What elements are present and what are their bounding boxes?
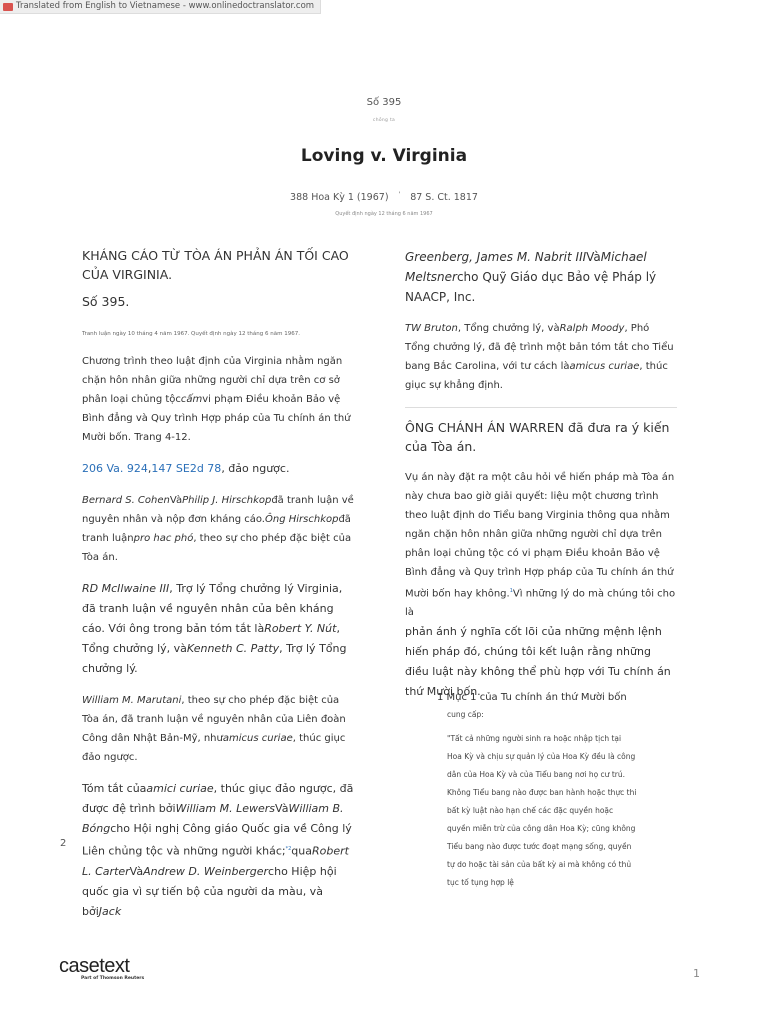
footnote-1 (437, 690, 637, 892)
citation-link-va[interactable]: 206 Va. 924 (82, 462, 148, 475)
banner-text: Translated from English to Vietnamese - www.onlinedoctranslator.com (16, 1, 315, 11)
right-column (405, 246, 677, 702)
translator-icon (3, 3, 13, 11)
syllabus-summary: Chương trình theo luật định của Virginia nhằm ngăn chặn hôn nhân giữa những người chỉ dựa trên cơ sở phân loại chủng tộccấmvi phạm Điều khoản Bảo vệ Bình đẳng và Quy trình Hợp pháp của Tu chính án thứ Mười bốn. Trang 4-12. (82, 356, 351, 443)
court-tag: chồng ta (372, 118, 396, 123)
citations (0, 191, 768, 203)
footnote-marker[interactable]: 1 (509, 588, 513, 594)
docket-number: Số 395. (82, 294, 130, 309)
margin-page-number: 2 (60, 838, 67, 849)
case-title: Loving v. Virginia (300, 146, 468, 166)
counsel-paragraph-jacl: William M. Marutani, theo sự cho phép đặc biệt của Tòa án, đã tranh luận về nguyên nhân của Liên đoàn Công dân Nhật Bản-Mỹ, nhưamicus curiae, thúc giục đảo ngược. (82, 695, 346, 763)
logo-subtext: Part of Thomson Reuters (81, 976, 145, 981)
counsel-paragraph-naacp: Greenberg, James M. Nabrit IIIVàMichael Meltsnercho Quỹ Giáo dục Bảo vệ Pháp lý NAACP, Inc. (405, 250, 657, 304)
citation-sct: 87 S. Ct. 1817 (410, 192, 478, 204)
left-column (82, 246, 354, 922)
citation-link-se2d[interactable]: 147 SE2d 78 (151, 462, 222, 475)
translation-banner[interactable] (0, 0, 321, 14)
counsel-paragraph-appellee: RD McIlwaine III, Trợ lý Tổng chưởng lý Virginia, đã tranh luận về nguyên nhân của bên kháng cáo. Với ông trong bản tóm tắt làRobert Y. Nút, Tổng chưởng lý, vàKenneth C. Patty, Trợ lý Tổng chưởng lý. (82, 582, 347, 675)
opinion-paragraph-1: Vụ án này đặt ra một câu hỏi về hiến pháp mà Tòa án này chưa bao giờ giải quyết: liệu một chương trình theo luật định do Tiểu bang Virginia thông qua nhằm ngăn chặn hôn nhân giữa những người chỉ dựa trên phân loại chủng tộc có vi phạm Điều khoản Bảo vệ Bình đẳng và Quy trình Hợp pháp của Tu chính án thứ Mười bốn hay không.$^1$Vì những lý do mà chúng tôi cho là (405, 472, 676, 619)
section-divider (405, 407, 677, 408)
footnote-quote: "Tất cả những người sinh ra hoặc nhập tịch tại Hoa Kỳ và chịu sự quản lý của Hoa Kỳ đều là công dân của Hoa Kỳ và của Tiểu bang nơi họ cư trú. Không Tiểu bang nào được ban hành hoặc thực thi bất kỳ luật nào hạn chế các đặc quyền hoặc quyền miễn trừ của công dân Hoa Kỳ; cũng không Tiểu bang nào được tước đoạt mạng sống, quyền tự do hoặc tài sản của bất kỳ ai mà không có thủ tục tố tụng hợp lệ (447, 734, 637, 887)
counsel-paragraph-nc: TW Bruton, Tổng chưởng lý, vàRalph Moody, Phó Tổng chưởng lý, đã đệ trình một bản tóm tắt cho Tiểu bang Bắc Carolina, với tư cách làamicus curiae, thúc giục sự khẳng định. (405, 323, 674, 391)
footnote-intro: cung cấp: (447, 710, 484, 719)
page-marker[interactable]: *2 (285, 846, 292, 852)
doc-number: Số 395 (366, 97, 402, 108)
lower-court-citation: 206 Va. 924,147 SE2d 78, đảo ngược. (82, 462, 290, 475)
argued-date: Tranh luận ngày 10 tháng 4 năm 1967. Quyết định ngày 12 tháng 6 năm 1967. (82, 331, 300, 337)
footnote-title: 1 Mục 1 của Tu chính án thứ Mười bốn (437, 692, 627, 703)
logo-text: casetext (59, 955, 130, 977)
citation-separator: ' (398, 191, 401, 198)
opinion-paragraph-2: phản ánh ý nghĩa cốt lõi của những mệnh lệnh hiến pháp đó, chúng tôi kết luận rằng những điều luật này không thể phù hợp với Tu chính án thứ Mười bốn. (405, 625, 671, 699)
page-number: 1 (693, 967, 700, 980)
citation-us: 388 Hoa Kỳ 1 (1967) (290, 192, 389, 204)
decided-date: Quyết định ngày 12 tháng 6 năm 1967 (335, 211, 433, 217)
casetext-logo[interactable] (59, 955, 144, 981)
amici-paragraph: Tóm tắt củaamici curiae, thúc giục đảo ngược, đã được đệ trình bởiWilliam M. LewersVàWilliam B. Bóngcho Hội nghị Công giáo Quốc gia về Công lý Liên chủng tộc và những người khác;$^{*2}$quaRobert L. CarterVàAndrew D. Weinbergercho Hiệp hội quốc gia vì sự tiến bộ của người da màu, và bởiJack (82, 782, 354, 918)
counsel-paragraph-appellants: Bernard S. CohenVàPhilip J. Hirschkopđã tranh luận về nguyên nhân và nộp đơn kháng cáo.Ông Hirschkopđã tranh luậnpro hac phó, theo sự cho phép đặc biệt của Tòa án. (82, 495, 354, 563)
opinion-heading: ÔNG CHÁNH ÁN WARREN đã đưa ra ý kiến của Tòa án. (405, 420, 670, 454)
case-caption: KHÁNG CÁO TỪ TÒA ÁN PHẢN ÁN TỐI CAO CỦA VIRGINIA. (82, 248, 349, 282)
